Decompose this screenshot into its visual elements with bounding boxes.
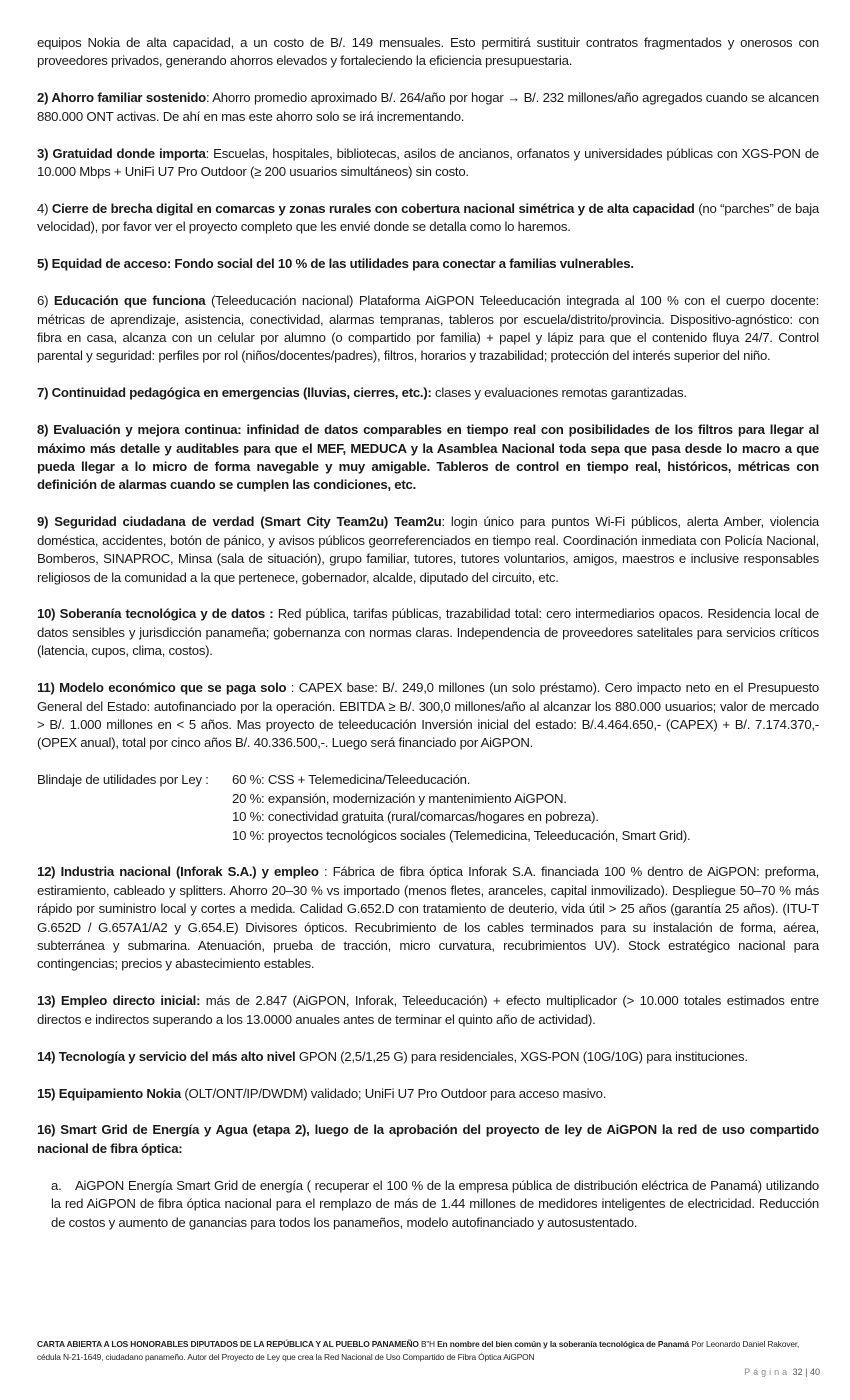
allocation-row: 10 %: conectividad gratuita (rural/comarcas/hogares en pobreza). [232,809,599,825]
item-4: 4) Cierre de brecha digital en comarcas y zonas rurales con cobertura nacional simétrica y de alta capacidad (no “parches” de baja velocidad), por favor ver el proyecto completo que les envié donde se detalla como lo haremos. [37,200,819,235]
item-13-title: 13) Empleo directo inicial: [37,993,201,1009]
item-9: 9) Seguridad ciudadana de verdad (Smart City Team2u) Team2u: login único para puntos Wi-Fi públicos, alerta Amber, violencia doméstica, accidentes, botón de pánico, y avisos públicos georreferenciados en tiempo real. Coordinación inmediata con Policía Nacional, Bomberos, SINAPROC, Minsa (sala de situación), grupo familiar, tutores, tutores voluntarios, amigos, maestros e inclusive responsables religiosos de la comunidad a la que pertenece, gobernador, alcalde, diputado del circuito, etc. [37,514,819,585]
item-5-title: 5) Equidad de acceso: Fondo social del 10 % de las utilidades para conectar a familias vulnerables. [37,256,634,272]
item-8 [37,421,819,495]
list-marker: a. [51,1177,62,1193]
item-6: 6) Educación que funciona (Teleeducación nacional) Plataforma AiGPON Teleeducación integrada al 100 % con el cuerpo docente: métricas de aprendizaje, asistencia, conectividad, alarmas tempranas, tableros por escuela/distrito/provincia. Dispositivo-agnóstico: con fibra en casa, alcanza con un celular por alumno (o compartido por familia) + papel y lápiz para que el contenido fluya 24/7. Control parental y seguridad: perfiles por rol (niños/docentes/padres), filtros, horarios y trazabilidad; protección del interés superior del niño. [37,293,819,364]
allocation-list [232,771,690,845]
item-7-title: 7) Continuidad pedagógica en emergencias (lluvias, cierres, etc.): [37,385,432,401]
item-3: 3) Gratuidad donde importa: Escuelas, hospitales, bibliotecas, asilos de ancianos, orfanatos y universidades públicas con XGS-PON de 10.000 Mbps + UniFi U7 Pro Outdoor (≥ 200 usuarios simultáneos) sin costo. [37,145,819,180]
item-15-title: 15) Equipamiento Nokia [37,1085,181,1101]
item-12: 12) Industria nacional (Inforak S.A.) y empleo : Fábrica de fibra óptica Inforak S.A. financiada 100 % dentro de AiGPON: preforma, estiramiento, cableado y splitters. Ahorro 20–30 % vs importado (menos fletes, aranceles, capital inmovilizado). Despliegue 50–70 % más rápido por suministro local y cortes a medida. Calidad G.652.D con tratamiento de deuterio, vida útil > 25 años (garantía 25 años). (ITU-T G.652D / G.657A1/A2 y G.654.E) Divisores ópticos. Recubrimiento de los cables terminados para su instalación de forma, aérea, subterránea y submarina. Atenuación, prueba de tracción, micro curvatura, recubrimientos UV). Stock estratégico nacional para contingencias; precios y abastecimiento estables. [37,864,819,972]
footer-author: Por Leonardo Daniel Rakover, cédula N-21-1649, ciudadano panameño. Autor del Proyecto de Ley que crea la Red Nacional de Uso Compartido de Fibra Óptica AiGPON [37,1339,800,1362]
item-11: 11) Modelo económico que se paga solo : CAPEX base: B/. 249,0 millones (un solo préstamo). Cero impacto neto en el Presupuesto General del Estado: autofinanciado por la operación. EBITDA ≥ B/. 300,0 millones/año al alcanzar los 880.000 usuarios; valor de mercado > B/. 1.000 millones en < 5 años. Mas proyecto de teleeducación Inversión inicial del estado: B/.4.464.650,- (CAPEX) + B/. 7.174.370,- (OPEX anual), total por cinco años B/. 40.336.500,-. Luego será financiado por AiGPON. [37,680,819,751]
item-8-title: 8) Evaluación y mejora continua: infinidad de datos comparables en tiempo real con posibilidades de los filtros para llegar al máximo más detalle y auditables para que el MEF, MEDUCA y la Asamblea Nacional toda sepa que pasa desde lo macro a que pueda llegar a lo micro de forma navegable y muy amigable. Tableros de control en tiempo real, históricos, métricas con definición de alarmas cuando se cumplen las condiciones, etc. [37,422,819,493]
item-3-title: 3) Gratuidad donde importa [37,145,206,161]
item-2-title: 2) Ahorro familiar sostenido [37,90,206,106]
item-16-title: 16) Smart Grid de Energía y Agua (etapa 2), luego de la aprobación del proyecto de ley de AiGPON la red de uso compartido nacional de fibra óptica: [37,1122,819,1156]
subitem-a: a. AiGPON Energía Smart Grid de energía ( recuperar el 100 % de la empresa pública de distribución eléctrica de Panamá) utilizando la red AiGPON de fibra óptica nacional para el remplazo de más de 1.44 millones de medidores inteligentes de electricidad. Reducción de costos y aumento de ganancias para todos los panameños, modelo autofinanciado y autosustentado. [51,1177,819,1230]
page-footer: CARTA ABIERTA A LOS HONORABLES DIPUTADOS DE LA REPÚBLICA Y AL PUEBLO PANAMEÑO B”H En nombre del bien común y la soberanía tecnológica de Panamá Por Leonardo Daniel Rakover, cédula N-21-1649, ciudadano panameño. Autor del Proyecto de Ley que crea la Red Nacional de Uso Compartido de Fibra Óptica AiGPON [37,1339,800,1362]
item-12-title: 12) Industria nacional (Inforak S.A.) y empleo [37,864,319,880]
intro-paragraph: equipos Nokia de alta capacidad, a un costo de B/. 149 mensuales. Esto permitirá sustituir contratos fragmentados y onerosos con proveedores privados, generando ahorros elevados y fortaleciendo la eficiencia presupuestaria. [37,35,819,69]
item-15: 15) Equipamiento Nokia (OLT/ONT/IP/DWDM) validado; UniFi U7 Pro Outdoor para acceso masivo. [37,1085,607,1101]
item-14-title: 14) Tecnología y servicio del más alto nivel [37,1048,296,1064]
item-13: 13) Empleo directo inicial: más de 2.847 (AiGPON, Inforak, Teleeducación) + efecto multiplicador (> 10.000 totales estimados entre directos e indirectos superando a los 13.0000 anuales antes de terminar el quinto año de actividad). [37,993,819,1027]
item-2: 2) Ahorro familiar sostenido: Ahorro promedio aproximado B/. 264/año por hogar → B/. 232 millones/año agregados cuando se alcancen 880.000 ONT activas. De ahí en mas este ahorro solo se irá incrementando. [37,90,819,124]
item-16 [37,1121,819,1158]
item-9-title: 9) Seguridad ciudadana de verdad (Smart City Team2u) Team2u [37,514,442,530]
item-10: 10) Soberanía tecnológica y de datos : Red pública, tarifas públicas, trazabilidad total: cero intermediarios opacos. Residencia local de datos sensibles y jurisdicción panameña; gobernanza con normas claras. Independencia de proveedores satelitales para servicios críticos (latencia, cupos, clima, costos). [37,606,819,659]
allocation-row: 20 %: expansión, modernización y mantenimiento AiGPON. [232,790,567,806]
page-number: Página 32 | 40 [744,1367,820,1377]
footer-title: CARTA ABIERTA A LOS HONORABLES DIPUTADOS DE LA REPÚBLICA Y AL PUEBLO PANAMEÑO [37,1339,419,1349]
profit-allocation [37,771,819,845]
allocation-row: 60 %: CSS + Telemedicina/Teleeducación. [232,772,471,788]
item-6-title: Educación que funciona [53,293,206,309]
item-4-title: Cierre de brecha digital en comarcas y zonas rurales con cobertura nacional simétrica y de alta capacidad [51,200,695,216]
allocation-row: 10 %: proyectos tecnológicos sociales (Telemedicina, Teleeducación, Smart Grid). [232,827,691,843]
item-5 [37,255,819,273]
item-11-title: 11) Modelo económico que se paga solo [37,680,287,696]
footer-motto: En nombre del bien común y la soberanía tecnológica de Panamá [437,1339,690,1349]
item-7: 7) Continuidad pedagógica en emergencias (lluvias, cierres, etc.): clases y evaluaciones remotas garantizadas. [37,385,687,401]
item-14: 14) Tecnología y servicio del más alto nivel GPON (2,5/1,25 G) para residenciales, XGS-PON (10G/10G) para instituciones. [37,1048,748,1064]
allocation-label: Blindaje de utilidades por Ley : [37,772,209,788]
document-page [37,34,819,1251]
item-10-title: 10) Soberanía tecnológica y de datos : [37,606,274,622]
